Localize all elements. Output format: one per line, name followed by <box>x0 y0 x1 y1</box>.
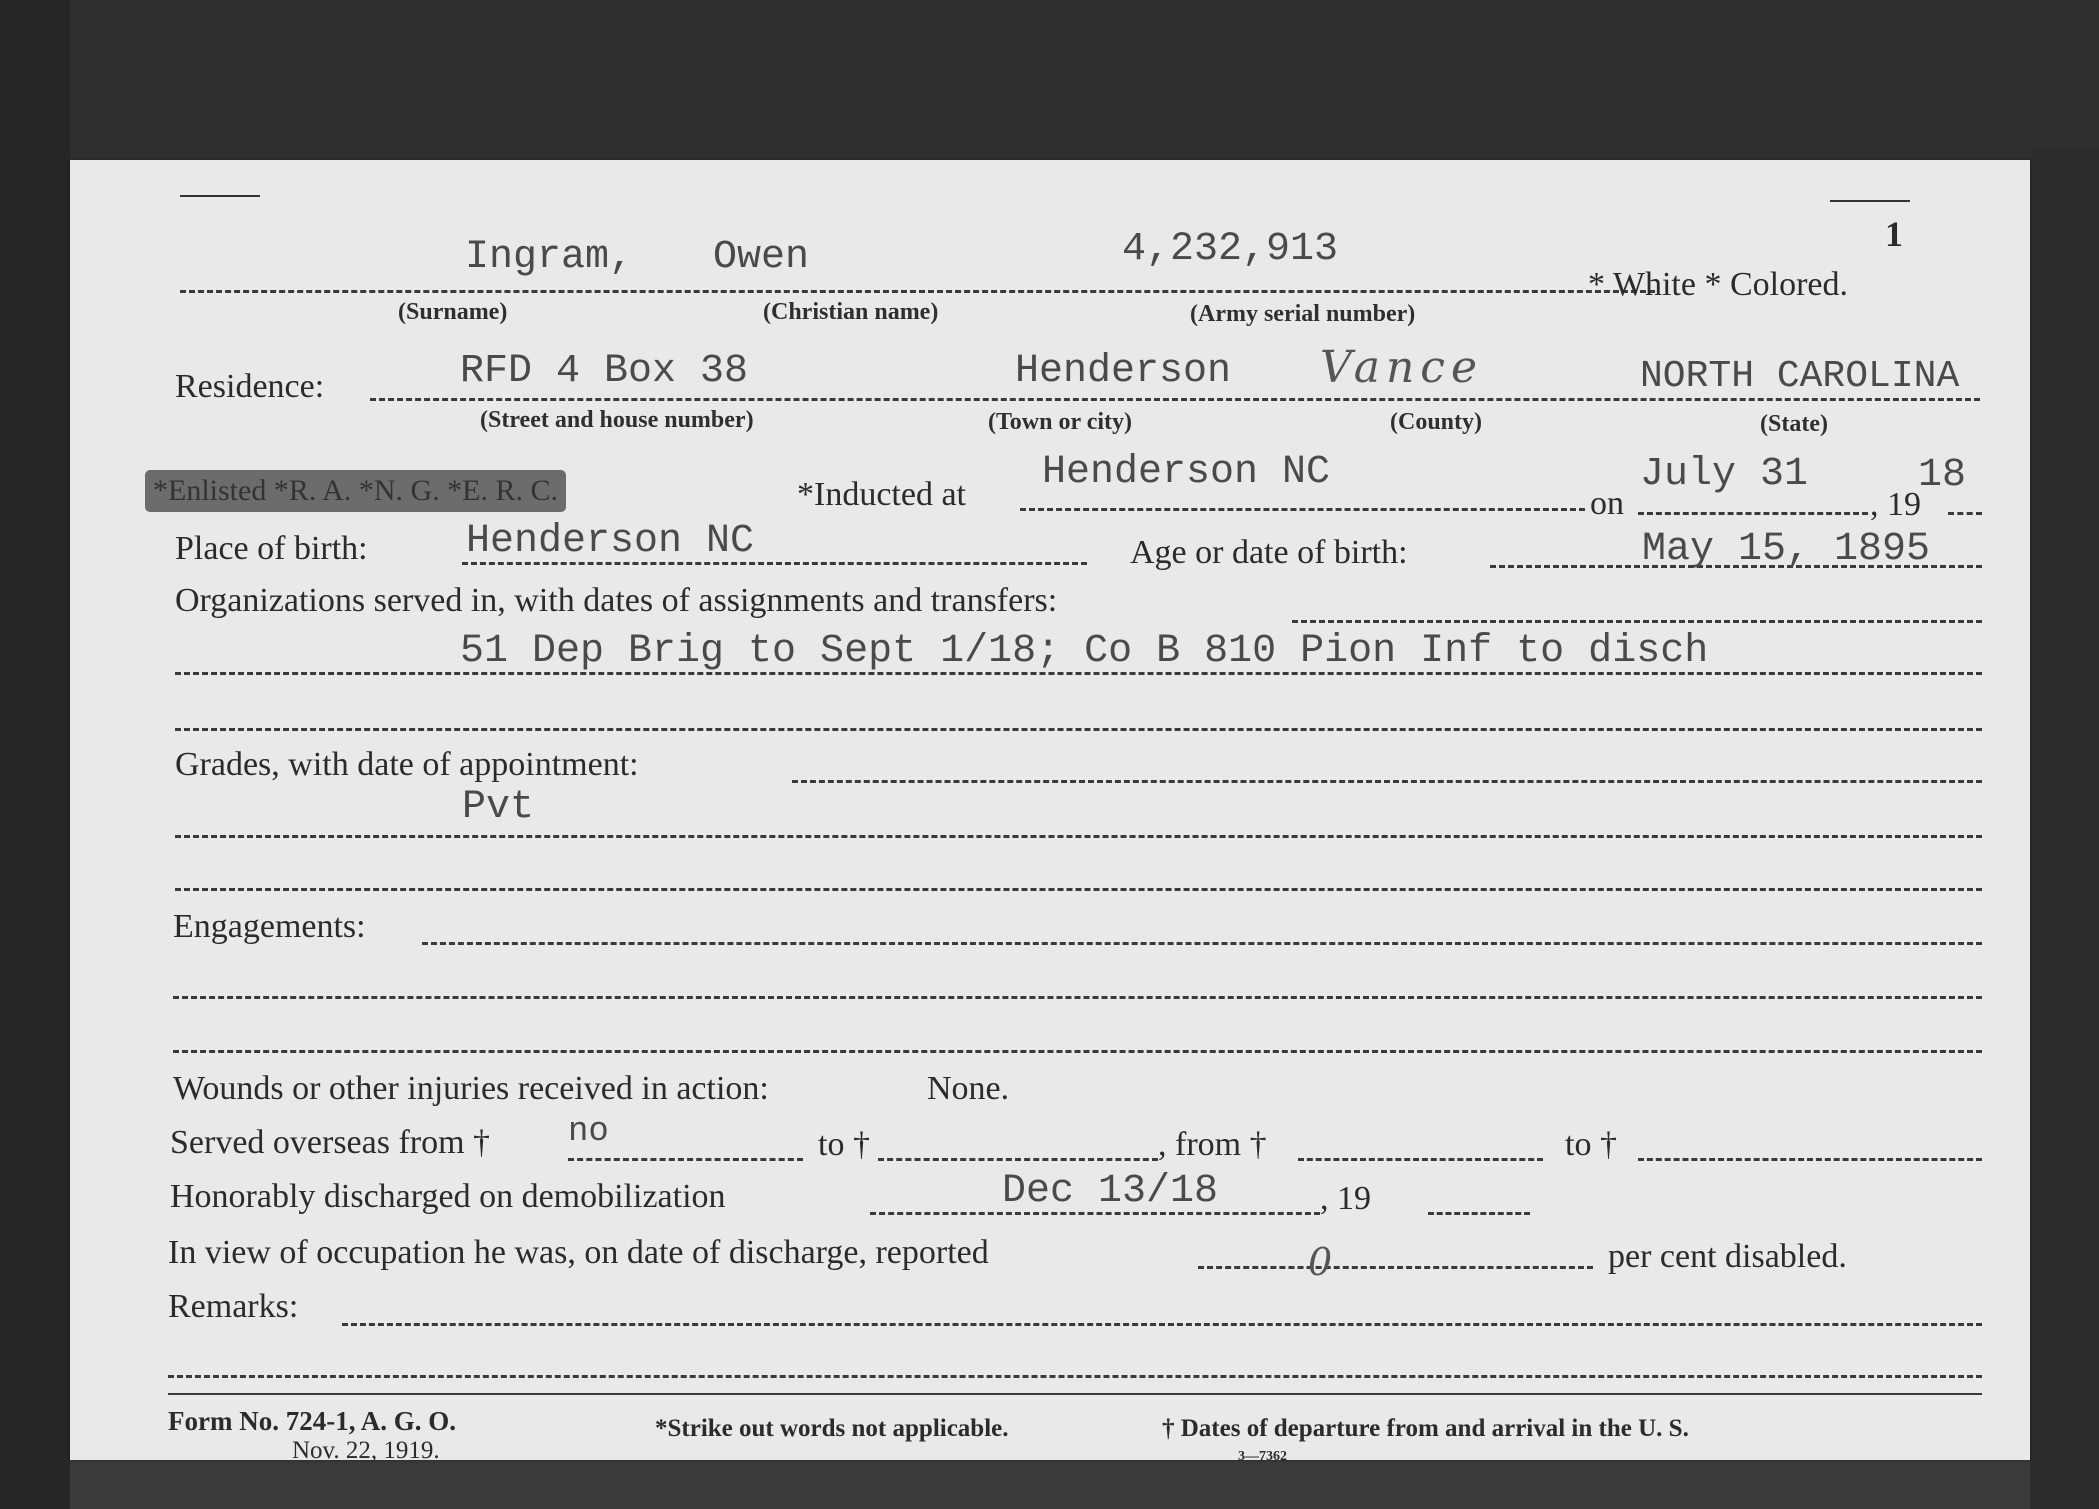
discharge-year-line <box>1428 1212 1530 1215</box>
residence-town: Henderson <box>1015 349 1232 394</box>
grades-line-1 <box>792 780 1982 783</box>
surname-caption: (Surname) <box>398 299 508 325</box>
engagements-line-3 <box>173 1050 1982 1053</box>
top-right-rule <box>1830 200 1910 202</box>
top-left-rule <box>180 195 260 197</box>
race-options: * White * Colored. <box>1588 266 1848 303</box>
form-date: Nov. 22, 1919. <box>292 1437 440 1464</box>
street-caption: (Street and house number) <box>480 407 754 433</box>
scanner-background-top <box>0 0 2099 165</box>
scanner-background-right <box>2030 150 2099 1509</box>
serial-number-value: 4,232,913 <box>1122 227 1339 272</box>
grades-label: Grades, with date of appointment: <box>175 746 639 783</box>
date-line <box>1638 512 1868 515</box>
town-caption: (Town or city) <box>988 409 1132 435</box>
overseas-to-label-2: to † <box>1565 1126 1617 1163</box>
engagements-label: Engagements: <box>173 908 366 945</box>
remarks-line-2 <box>168 1375 1982 1378</box>
overseas-to-line <box>878 1158 1158 1161</box>
organizations-line-2 <box>175 672 1982 675</box>
organizations-line-3 <box>175 728 1982 731</box>
grades-value: Pvt <box>462 785 535 830</box>
print-code: 3—7362 <box>1238 1449 1287 1464</box>
disability-suffix: per cent disabled. <box>1608 1238 1847 1275</box>
enlistment-options-stamp: *Enlisted *R. A. *N. G. *E. R. C. <box>145 470 566 512</box>
organizations-value: 51 Dep Brig to Sept 1/18; Co B 810 Pion Inf to disch <box>460 629 1709 674</box>
card-number: 1 <box>1885 214 1903 254</box>
footer-rule <box>168 1393 1982 1395</box>
disability-value: 0 <box>1308 1240 1339 1284</box>
grades-line-3 <box>175 888 1982 891</box>
christian-name-caption: (Christian name) <box>763 299 939 325</box>
service-record-card <box>70 160 2030 1464</box>
overseas-from-label-2: , from † <box>1158 1126 1267 1163</box>
disability-line <box>1198 1266 1593 1269</box>
overseas-to-line-2 <box>1638 1158 1982 1161</box>
residence-county: Vance <box>1320 342 1483 393</box>
induction-date: July 31 <box>1640 452 1809 497</box>
residence-label: Residence: <box>175 368 325 405</box>
overseas-from-line <box>568 1158 803 1161</box>
overseas-from-line-2 <box>1298 1158 1543 1161</box>
strike-out-note: *Strike out words not applicable. <box>655 1415 1009 1442</box>
year-prefix: , 19 <box>1870 486 1921 523</box>
christian-name-value: Owen <box>713 235 810 280</box>
on-label: on <box>1590 485 1624 522</box>
disability-label: In view of occupation he was, on date of discharge, reported <box>168 1234 989 1271</box>
year-line <box>1948 512 1982 515</box>
wounds-value: None. <box>927 1070 1010 1107</box>
served-overseas-label: Served overseas from † <box>170 1124 491 1161</box>
place-of-birth-label: Place of birth: <box>175 530 368 567</box>
inducted-line <box>1020 508 1585 511</box>
wounds-label: Wounds or other injuries received in action: <box>173 1070 769 1107</box>
name-line <box>180 290 1655 293</box>
form-number: Form No. 724-1, A. G. O. <box>168 1406 456 1436</box>
engagements-line-2 <box>173 996 1982 999</box>
age-or-birth-label: Age or date of birth: <box>1130 534 1408 571</box>
discharge-year-prefix: , 19 <box>1320 1180 1371 1217</box>
inducted-label: *Inducted at <box>797 476 966 513</box>
serial-number-caption: (Army serial number) <box>1190 301 1416 327</box>
remarks-line-1 <box>342 1323 1982 1326</box>
birth-date-value: May 15, 1895 <box>1642 527 1931 572</box>
discharge-label: Honorably discharged on demobilization <box>170 1178 726 1215</box>
residence-state: NORTH CAROLINA <box>1640 355 1960 398</box>
organizations-label: Organizations served in, with dates of assignments and transfers: <box>175 582 1058 619</box>
residence-street: RFD 4 Box 38 <box>460 349 749 394</box>
surname-value: Ingram, <box>465 235 634 280</box>
state-caption: (State) <box>1760 411 1828 437</box>
remarks-label: Remarks: <box>168 1288 299 1325</box>
grades-line-2 <box>175 835 1982 838</box>
engagements-line-1 <box>422 942 1982 945</box>
organizations-line-1 <box>1292 620 1982 623</box>
place-of-birth-value: Henderson NC <box>466 519 755 564</box>
induction-year: 18 <box>1918 453 1967 498</box>
county-caption: (County) <box>1390 409 1483 435</box>
inducted-at-value: Henderson NC <box>1042 450 1331 495</box>
residence-line <box>370 398 1980 401</box>
overseas-from-value: no <box>568 1113 609 1151</box>
discharge-date-value: Dec 13/18 <box>1002 1169 1219 1214</box>
overseas-to-label: to † <box>818 1126 870 1163</box>
dates-note: † Dates of departure from and arrival in the U. S. <box>1162 1415 1689 1442</box>
scanner-background-left <box>0 0 70 1509</box>
